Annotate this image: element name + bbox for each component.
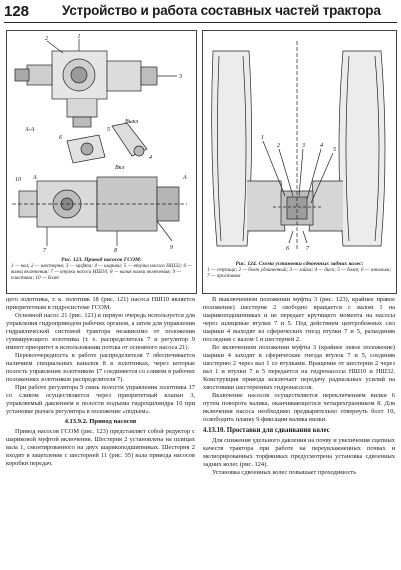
paragraph: цего золотника, т. к. золотник 18 (рис. 121) насоса НШ10 является приоритетным в гидросистеме ГСОМ.: [6, 296, 195, 311]
label-7: 7: [306, 246, 309, 252]
figure-124-title: Рис. 124. Схема установки сдвоенных задних колес:: [235, 261, 364, 267]
label-5: 5: [333, 147, 336, 153]
label-6: 6: [59, 135, 62, 141]
paragraph: Включение насосов осуществляется переключением вилки 6 путем поворота валика, оканчивающегося четырехгранником 8. Для включения насоса необходимо предварительно отвернуть болт 10, освободить планку 9 фиксации валика вилки.: [203, 392, 395, 423]
figure-123-title: Рис. 123. Привод насосов ГСОМ:: [61, 257, 142, 263]
label-1: 1: [261, 135, 264, 141]
dual-wheels-drawing: [203, 31, 396, 259]
paragraph: При работе регулятора 9 связь полости управления золотника 17 со сливом осуществляется через приоритетный клапан 3, управляемый давлением в полости подъема гидроцилиндра 10 при установке рычага регулятора в положение «подъем».: [6, 384, 195, 415]
paragraph: Для снижения удельного давления на почву и увеличения сцепных качеств трактора при работе на переувлажненных почвах и мелиорированных торфяниках предусмотрена установка сдвоенных задних колес (рис. 124).: [203, 437, 395, 468]
paragraph: Установка сдвоенных колес повышает проходимость: [212, 469, 357, 476]
label-a-left: А: [33, 175, 37, 181]
figure-124-caption: [207, 261, 392, 279]
paragraph: Во включенном положении муфты 3 (крайнее левое положение) шарики 4 заходят в сферические гнезда втулок 7 и 5, соединяя шестерню 2 через вал 1 со втулками. Вращение от шестерни 2 через вал 1 и втулки 7 и 5 передается на гидронасосы НШ10 и НШ32. Конструкция привода исключает передачу радиальных усилий на хвостовики шестеренных гидронасосов.: [203, 344, 395, 391]
figure-123-legend: 1 — вал; 2 — шестерня; 3 — муфта; 4 — шарики; 5 — втулка насоса НШ32; 6 — вилка включения; 7 — втулка насоса НШ10; 8 — валик вилки включения; 9 — пластина; 10 — болт: [11, 263, 192, 281]
figure-124-legend: 1 — ступица; 2 — болт удлиненный; 3 — гайка; 4 — диск; 5 — болт; 6 — шпилька; 7 — проставка: [207, 267, 392, 279]
figure-123: [6, 30, 197, 294]
label-1: 1: [77, 34, 81, 40]
label-a-right: А: [183, 175, 187, 181]
label-4: 4: [149, 155, 152, 161]
label-section: А-А: [25, 127, 35, 133]
page-header-title: Устройство и работа составных частей трактора: [62, 3, 381, 18]
subheading-wheel-spacers: 4.13.10. Проставки для сдваивания колес: [203, 427, 330, 434]
label-vkl: Вкл: [115, 165, 125, 171]
page-header: [0, 0, 401, 27]
figure-124: [202, 30, 397, 294]
label-4: 4: [320, 143, 323, 149]
left-column: [6, 296, 195, 468]
label-5: 5: [107, 127, 110, 133]
page-number: 128: [4, 3, 30, 20]
label-2: 2: [45, 36, 48, 42]
label-3: 3: [179, 74, 182, 80]
label-6: 6: [286, 246, 289, 252]
figure-123-caption: [11, 257, 192, 281]
label-2: 2: [277, 143, 280, 149]
subheading-pump-drive: 4.13.9.2. Привод насосов: [64, 418, 137, 425]
label-3: 3: [302, 143, 305, 149]
label-9: 9: [170, 245, 173, 251]
paragraph: В выключенном положении муфты 3 (рис. 123), крайнее правое положение) шестерня 2 свободно вращается с валом 1 на шарикоподшипниках и не передает крутящего момента на насосы через шлицевые втулки 7 и 5. Под действием центробежных сил шарики 4 выходят из сферических гнезд втулки 7 и 5, разъединяя последние с валом 1 и шестерней 2.: [203, 296, 395, 343]
label-7: 7: [43, 248, 46, 254]
right-column: [203, 296, 395, 477]
paragraph: Перевоочередность в работе распределителя 7 обеспечивается наличием специальных каналов 8 в золотниках, через которые полость управления золотником 17 соединяется со сливом в рабочих положениях золотников распределителя 7).: [6, 352, 195, 383]
label-8: 8: [114, 248, 117, 254]
paragraph: Привод насосов ГСОМ (рис. 123) представляет собой редуктор с шариковой муфтой включения. Шестерня 2 установлена на шлицах вала 1, смонтированного на двух шарикоподшипниках. Шестерня 2 входит в зацепление с шестерней 11 (рис. 35) вала привода насосов коробки передач.: [6, 428, 195, 467]
label-vykl: Выкл: [125, 119, 139, 125]
paragraph: Основной насос 21 (рис. 121) в первую очередь используется для управления гидроприводом рабочих органов, а затем для управления гидравлической системой трактора независимо от положения суммирующего золотника (т. е. распределитель 7 и регулятор 9 имеют приоритет в использовании потока от основного насоса 21).: [6, 312, 195, 351]
label-10: 10: [15, 177, 21, 183]
pump-drive-drawing: [7, 31, 196, 256]
header-rule: [4, 22, 397, 23]
